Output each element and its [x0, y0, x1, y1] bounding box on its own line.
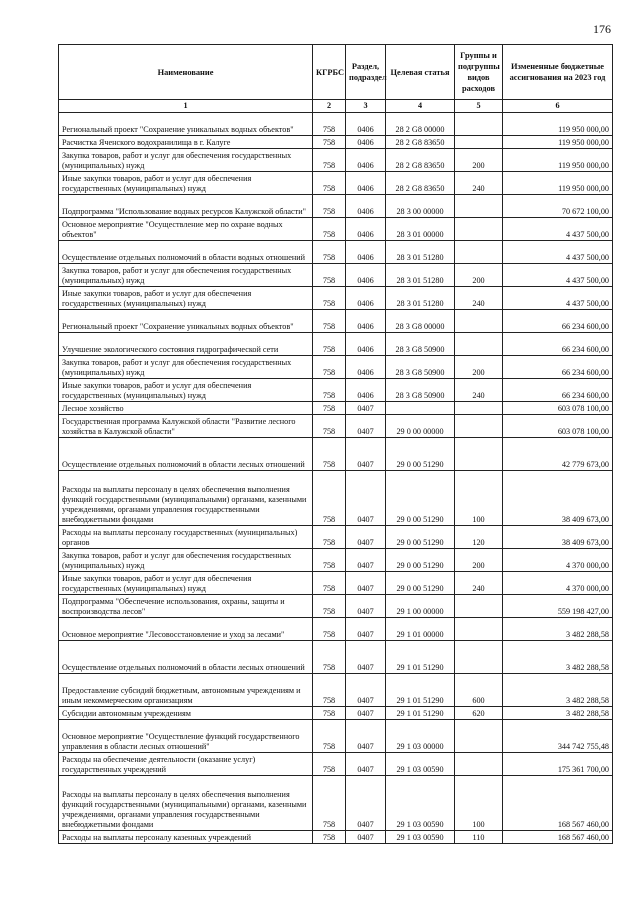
- header-section: Раздел, подраздел: [346, 45, 386, 100]
- expense-group-cell: 600: [455, 674, 503, 707]
- expense-group-cell: 110: [455, 831, 503, 844]
- amount-cell: 4 437 500,00: [503, 218, 613, 241]
- expense-group-cell: [455, 241, 503, 264]
- expense-group-cell: 200: [455, 149, 503, 172]
- amount-cell: 4 370 000,00: [503, 572, 613, 595]
- kgrbs-cell: 758: [313, 776, 346, 831]
- amount-cell: 344 742 755,48: [503, 720, 613, 753]
- target-article-cell: 29 1 03 00590: [386, 776, 455, 831]
- table-row: [59, 831, 613, 844]
- section-cell: 0406: [346, 287, 386, 310]
- amount-cell: 3 482 288,58: [503, 707, 613, 720]
- amount-cell: 38 409 673,00: [503, 471, 613, 526]
- row-name-cell: Закупка товаров, работ и услуг для обеспечения государственных (муниципальных) нужд: [59, 149, 313, 172]
- expense-group-cell: 240: [455, 572, 503, 595]
- kgrbs-cell: 758: [313, 136, 346, 149]
- section-cell: 0407: [346, 572, 386, 595]
- amount-cell: 42 779 673,00: [503, 438, 613, 471]
- section-cell: 0406: [346, 241, 386, 264]
- target-article-cell: 29 1 01 51290: [386, 641, 455, 674]
- amount-cell: 66 234 600,00: [503, 310, 613, 333]
- budget-table: [58, 44, 613, 844]
- row-name-cell: Улучшение экологического состояния гидрографической сети: [59, 333, 313, 356]
- section-cell: 0407: [346, 438, 386, 471]
- row-name-cell: Региональный проект "Сохранение уникальных водных объектов": [59, 113, 313, 136]
- column-number-row: [59, 100, 613, 113]
- row-name-cell: Расходы на выплаты персоналу государственных (муниципальных) органов: [59, 526, 313, 549]
- row-name-cell: Лесное хозяйство: [59, 402, 313, 415]
- row-name-cell: Субсидии автономным учреждениям: [59, 707, 313, 720]
- section-cell: 0407: [346, 526, 386, 549]
- header-amount: Измененные бюджетные ассигнования на 2023 год: [503, 45, 613, 100]
- table-row: [59, 113, 613, 136]
- section-cell: 0407: [346, 674, 386, 707]
- expense-group-cell: 120: [455, 526, 503, 549]
- table-row: [59, 526, 613, 549]
- target-article-cell: 28 3 G8 50900: [386, 333, 455, 356]
- section-cell: 0407: [346, 776, 386, 831]
- expense-group-cell: 240: [455, 379, 503, 402]
- kgrbs-cell: 758: [313, 641, 346, 674]
- target-article-cell: 29 1 03 00590: [386, 753, 455, 776]
- table-row: [59, 402, 613, 415]
- kgrbs-cell: 758: [313, 595, 346, 618]
- kgrbs-cell: 758: [313, 264, 346, 287]
- target-article-cell: 29 1 00 00000: [386, 595, 455, 618]
- target-article-cell: 28 3 01 51280: [386, 264, 455, 287]
- kgrbs-cell: 758: [313, 720, 346, 753]
- amount-cell: 4 370 000,00: [503, 549, 613, 572]
- section-cell: 0407: [346, 831, 386, 844]
- table-row: [59, 415, 613, 438]
- amount-cell: 4 437 500,00: [503, 241, 613, 264]
- table-row: [59, 356, 613, 379]
- row-name-cell: Закупка товаров, работ и услуг для обеспечения государственных (муниципальных) нужд: [59, 264, 313, 287]
- kgrbs-cell: 758: [313, 195, 346, 218]
- row-name-cell: Основное мероприятие "Лесовосстановление и уход за лесами": [59, 618, 313, 641]
- amount-cell: 66 234 600,00: [503, 356, 613, 379]
- amount-cell: 119 950 000,00: [503, 136, 613, 149]
- expense-group-cell: 240: [455, 172, 503, 195]
- expense-group-cell: 100: [455, 776, 503, 831]
- table-row: [59, 264, 613, 287]
- target-article-cell: 28 3 01 51280: [386, 287, 455, 310]
- kgrbs-cell: 758: [313, 218, 346, 241]
- kgrbs-cell: 758: [313, 287, 346, 310]
- kgrbs-cell: 758: [313, 831, 346, 844]
- row-name-cell: Закупка товаров, работ и услуг для обеспечения государственных (муниципальных) нужд: [59, 549, 313, 572]
- kgrbs-cell: 758: [313, 618, 346, 641]
- amount-cell: 168 567 460,00: [503, 831, 613, 844]
- amount-cell: 3 482 288,58: [503, 618, 613, 641]
- amount-cell: 38 409 673,00: [503, 526, 613, 549]
- target-article-cell: 29 1 01 51290: [386, 707, 455, 720]
- table-row: [59, 287, 613, 310]
- table-row: [59, 572, 613, 595]
- amount-cell: 119 950 000,00: [503, 113, 613, 136]
- row-name-cell: Подпрограмма "Использование водных ресурсов Калужской области": [59, 195, 313, 218]
- expense-group-cell: [455, 438, 503, 471]
- row-name-cell: Расчистка Яченского водохранилища в г. Калуге: [59, 136, 313, 149]
- row-name-cell: Иные закупки товаров, работ и услуг для обеспечения государственных (муниципальных) нужд: [59, 172, 313, 195]
- kgrbs-cell: 758: [313, 471, 346, 526]
- target-article-cell: 28 3 G8 50900: [386, 356, 455, 379]
- expense-group-cell: 200: [455, 549, 503, 572]
- kgrbs-cell: 758: [313, 379, 346, 402]
- section-cell: 0407: [346, 753, 386, 776]
- row-name-cell: Расходы на выплаты персоналу в целях обеспечения выполнения функций государственными (муниципальными) органами, казенными учреждениями, органами управления государственными внебюджетными фондами: [59, 471, 313, 526]
- target-article-cell: 28 3 01 51280: [386, 241, 455, 264]
- table-row: [59, 241, 613, 264]
- section-cell: 0407: [346, 415, 386, 438]
- kgrbs-cell: 758: [313, 526, 346, 549]
- row-name-cell: Предоставление субсидий бюджетным, автономным учреждениям и иным некоммерческим организациям: [59, 674, 313, 707]
- column-number: 4: [386, 100, 455, 113]
- target-article-cell: 29 0 00 51290: [386, 549, 455, 572]
- target-article-cell: [386, 402, 455, 415]
- amount-cell: 168 567 460,00: [503, 776, 613, 831]
- section-cell: 0407: [346, 402, 386, 415]
- section-cell: 0406: [346, 113, 386, 136]
- page-number: 176: [593, 22, 611, 36]
- table-row: [59, 379, 613, 402]
- expense-group-cell: [455, 402, 503, 415]
- section-cell: 0406: [346, 310, 386, 333]
- target-article-cell: 29 0 00 51290: [386, 572, 455, 595]
- expense-group-cell: [455, 753, 503, 776]
- target-article-cell: 28 3 G8 50900: [386, 379, 455, 402]
- table-row: [59, 674, 613, 707]
- section-cell: 0406: [346, 149, 386, 172]
- expense-group-cell: [455, 641, 503, 674]
- expense-group-cell: [455, 595, 503, 618]
- header-kgrbs: КГРБС: [313, 45, 346, 100]
- expense-group-cell: 200: [455, 356, 503, 379]
- table-row: [59, 776, 613, 831]
- row-name-cell: Расходы на выплаты персоналу казенных учреждений: [59, 831, 313, 844]
- row-name-cell: Расходы на выплаты персоналу в целях обеспечения выполнения функций государственными (муниципальными) органами, казенными учреждениями, органами управления государственными внебюджетными фондами: [59, 776, 313, 831]
- table-row: [59, 310, 613, 333]
- section-cell: 0407: [346, 595, 386, 618]
- kgrbs-cell: 758: [313, 549, 346, 572]
- amount-cell: 175 361 700,00: [503, 753, 613, 776]
- target-article-cell: 29 0 00 51290: [386, 526, 455, 549]
- expense-group-cell: [455, 218, 503, 241]
- amount-cell: 603 078 100,00: [503, 415, 613, 438]
- expense-group-cell: [455, 618, 503, 641]
- section-cell: 0406: [346, 264, 386, 287]
- amount-cell: 4 437 500,00: [503, 264, 613, 287]
- section-cell: 0407: [346, 471, 386, 526]
- expense-group-cell: [455, 136, 503, 149]
- row-name-cell: Подпрограмма "Обеспечение использования, охраны, защиты и воспроизводства лесов": [59, 595, 313, 618]
- target-article-cell: 29 0 00 00000: [386, 415, 455, 438]
- kgrbs-cell: 758: [313, 402, 346, 415]
- target-article-cell: 28 2 G8 83650: [386, 149, 455, 172]
- target-article-cell: 28 2 G8 00000: [386, 113, 455, 136]
- row-name-cell: Иные закупки товаров, работ и услуг для обеспечения государственных (муниципальных) нужд: [59, 379, 313, 402]
- table-row: [59, 720, 613, 753]
- header-expense-group: Группы и подгруппы видов расходов: [455, 45, 503, 100]
- kgrbs-cell: 758: [313, 674, 346, 707]
- expense-group-cell: [455, 310, 503, 333]
- row-name-cell: Осуществление отдельных полномочий в области лесных отношений: [59, 438, 313, 471]
- table-row: [59, 218, 613, 241]
- table-header-row: [59, 45, 613, 100]
- row-name-cell: Основное мероприятие "Осуществление функций государственного управления в области лесных отношений": [59, 720, 313, 753]
- table-row: [59, 333, 613, 356]
- row-name-cell: Осуществление отдельных полномочий в области лесных отношений: [59, 641, 313, 674]
- row-name-cell: Иные закупки товаров, работ и услуг для обеспечения государственных (муниципальных) нужд: [59, 572, 313, 595]
- kgrbs-cell: 758: [313, 310, 346, 333]
- column-number: 6: [503, 100, 613, 113]
- column-number: 2: [313, 100, 346, 113]
- target-article-cell: 28 3 01 00000: [386, 218, 455, 241]
- amount-cell: 603 078 100,00: [503, 402, 613, 415]
- table-row: [59, 136, 613, 149]
- section-cell: 0407: [346, 707, 386, 720]
- column-number: 5: [455, 100, 503, 113]
- expense-group-cell: [455, 333, 503, 356]
- table-row: [59, 172, 613, 195]
- table-row: [59, 438, 613, 471]
- table-row: [59, 753, 613, 776]
- section-cell: 0406: [346, 379, 386, 402]
- expense-group-cell: [455, 195, 503, 218]
- kgrbs-cell: 758: [313, 172, 346, 195]
- expense-group-cell: 200: [455, 264, 503, 287]
- row-name-cell: Осуществление отдельных полномочий в области водных отношений: [59, 241, 313, 264]
- amount-cell: 3 482 288,58: [503, 641, 613, 674]
- kgrbs-cell: 758: [313, 572, 346, 595]
- amount-cell: 3 482 288,58: [503, 674, 613, 707]
- kgrbs-cell: 758: [313, 113, 346, 136]
- target-article-cell: 28 2 G8 83650: [386, 172, 455, 195]
- header-target-article: Целевая статья: [386, 45, 455, 100]
- table-row: [59, 149, 613, 172]
- target-article-cell: 29 1 03 00000: [386, 720, 455, 753]
- table-row: [59, 595, 613, 618]
- target-article-cell: 28 3 G8 00000: [386, 310, 455, 333]
- target-article-cell: 29 0 00 51290: [386, 438, 455, 471]
- amount-cell: 559 198 427,00: [503, 595, 613, 618]
- kgrbs-cell: 758: [313, 356, 346, 379]
- expense-group-cell: [455, 415, 503, 438]
- kgrbs-cell: 758: [313, 753, 346, 776]
- row-name-cell: Основное мероприятие "Осуществление мер по охране водных объектов": [59, 218, 313, 241]
- section-cell: 0407: [346, 549, 386, 572]
- kgrbs-cell: 758: [313, 707, 346, 720]
- target-article-cell: 29 0 00 51290: [386, 471, 455, 526]
- row-name-cell: Региональный проект "Сохранение уникальных водных объектов": [59, 310, 313, 333]
- table-row: [59, 707, 613, 720]
- column-number: 3: [346, 100, 386, 113]
- kgrbs-cell: 758: [313, 149, 346, 172]
- section-cell: 0406: [346, 333, 386, 356]
- row-name-cell: Расходы на обеспечение деятельности (оказание услуг) государственных учреждений: [59, 753, 313, 776]
- section-cell: 0406: [346, 218, 386, 241]
- expense-group-cell: [455, 113, 503, 136]
- expense-group-cell: 100: [455, 471, 503, 526]
- table-row: [59, 641, 613, 674]
- amount-cell: 119 950 000,00: [503, 149, 613, 172]
- amount-cell: 66 234 600,00: [503, 333, 613, 356]
- amount-cell: 66 234 600,00: [503, 379, 613, 402]
- column-number: 1: [59, 100, 313, 113]
- row-name-cell: Закупка товаров, работ и услуг для обеспечения государственных (муниципальных) нужд: [59, 356, 313, 379]
- target-article-cell: 28 2 G8 83650: [386, 136, 455, 149]
- amount-cell: 119 950 000,00: [503, 172, 613, 195]
- expense-group-cell: [455, 720, 503, 753]
- kgrbs-cell: 758: [313, 241, 346, 264]
- amount-cell: 70 672 100,00: [503, 195, 613, 218]
- kgrbs-cell: 758: [313, 438, 346, 471]
- table-row: [59, 549, 613, 572]
- section-cell: 0407: [346, 641, 386, 674]
- target-article-cell: 29 1 01 51290: [386, 674, 455, 707]
- table-row: [59, 195, 613, 218]
- section-cell: 0407: [346, 618, 386, 641]
- table-row: [59, 471, 613, 526]
- section-cell: 0406: [346, 195, 386, 218]
- target-article-cell: 28 3 00 00000: [386, 195, 455, 218]
- target-article-cell: 29 1 03 00590: [386, 831, 455, 844]
- table-row: [59, 618, 613, 641]
- expense-group-cell: 240: [455, 287, 503, 310]
- kgrbs-cell: 758: [313, 333, 346, 356]
- section-cell: 0407: [346, 720, 386, 753]
- row-name-cell: Иные закупки товаров, работ и услуг для обеспечения государственных (муниципальных) нужд: [59, 287, 313, 310]
- amount-cell: 4 437 500,00: [503, 287, 613, 310]
- section-cell: 0406: [346, 136, 386, 149]
- section-cell: 0406: [346, 172, 386, 195]
- row-name-cell: Государственная программа Калужской области "Развитие лесного хозяйства в Калужской области": [59, 415, 313, 438]
- kgrbs-cell: 758: [313, 415, 346, 438]
- section-cell: 0406: [346, 356, 386, 379]
- target-article-cell: 29 1 01 00000: [386, 618, 455, 641]
- expense-group-cell: 620: [455, 707, 503, 720]
- header-name: Наименование: [59, 45, 313, 100]
